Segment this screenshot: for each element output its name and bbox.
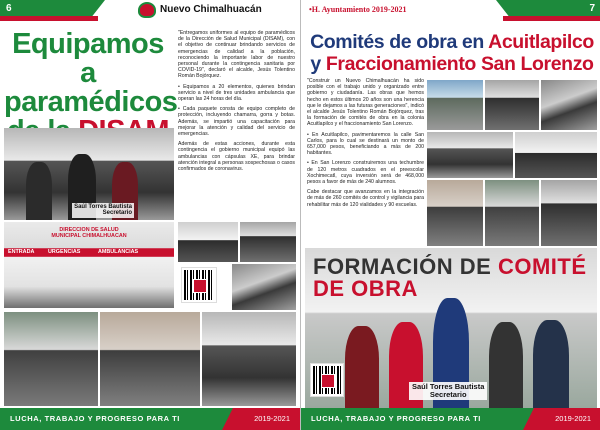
sign-text: ENTRADA [8,249,35,255]
paragraph: Además de estas acciones, durante esta contingencia el gobierno municipal equipó las ambulancias con cápsulas XE, para brindar atención integral a personas sospechosas o casos confirmados de coronavirus. [178,141,295,173]
sign-text: MUNICIPAL CHIMALHUACAN [51,233,127,239]
photo-uniform-delivery [240,222,296,262]
sign-text: AMBULANCIAS [98,249,139,255]
photo-paramedics [232,264,296,310]
right-footer [301,408,600,430]
photo-committee [427,180,483,246]
photo-uniform-delivery [178,222,238,262]
paragraph: • Equipamos a 20 elementos, quienes brindan servicio a nivel de tres unidades ambulancia que operan las 24 horas del día. [178,83,295,103]
banner-text [313,256,597,300]
person-figure [26,162,52,220]
photo-committee [427,80,483,130]
paragraph: "Construir un Nuevo Chimalhuacán ha sido posible con el trabajo unido y organizado entre gobierno y ciudadanía. Las obras que hemos hecho en estos últimos 20 años son una herencia que le dejamos a las futuras generaciones", indicó el alcalde Jesús Tolentino Román Bojórquez, tras la formación de comités de obra en la colonia Acuitlapilco y el fraccionamiento San Lorenzo. [307,78,424,128]
article-title [307,31,597,75]
right-page [300,0,600,430]
header-green-stripe [496,0,600,16]
left-header [0,0,300,22]
paragraph: • Cada paquete consta de equipo completo de protección, incluyendo chamarra, gorra y botas. Además, se impartió una capacitación para mejorar la atención y calidad del servicio de emergencias. [178,106,295,138]
photo-officials [4,128,174,220]
banner-highlight: COMITÉ DE OBRA [313,254,587,301]
banner-part: FORMACIÓN DE [313,254,498,279]
left-footer [0,408,300,430]
person-figure [345,326,379,408]
caption-name: Saúl Torres Bautista [74,203,132,210]
right-header [301,0,600,22]
footer-slogan: LUCHA, TRABAJO Y PROGRESO PARA TI [10,414,180,423]
article-body [307,78,424,212]
photo-committee [541,80,597,130]
brand-name: Nuevo Chimalhuacán [160,4,262,15]
photo-health-building [4,222,174,308]
municipal-logo-icon [138,2,156,18]
article-body [178,30,295,176]
title-text: Equipamos a paramédicos [4,28,178,118]
photo-caption [409,382,487,400]
paragraph: Cabe destacar que avanzamos en la integración de más de 260 comités de control y vigilancia para rehabilitar más de 120 vialidades y 90 escuelas. [307,189,424,208]
paragraph: • En San Lorenzo construiremos una techumbre de 120 metros cuadrados en el preescolar Xochimecatl, cuya inversión será de 468,000 pesos a favor de más de 240 alumnos. [307,160,424,186]
qr-code-icon[interactable] [182,268,216,302]
photo-officials-delivery [202,312,296,406]
page-number: 6 [6,3,12,14]
person-figure [489,322,523,408]
paragraph: • En Acuitlapilco, pavimentaremos la calle San Carlos, para lo cual se destinará un monto de 657,000 pesos, beneficiando a más de 200 habitantes. [307,131,424,157]
photo-caption [72,203,134,218]
paragraph: "Entregamos uniformes al equipo de paramédicos de la Dirección de Salud Municipal (DISAM), con el objetivo de continuar brindando servicios de emergencias de calidad a la población, reconociendo la importante labor de nuestro personal durante la contingencia sanitaria por COVID-19", declaró el alcalde, Jesús Tolentino Román Bojórquez. [178,30,295,80]
photo-paramedic-uniform [4,312,98,406]
footer-years: 2019-2021 [555,414,591,423]
photo-committee [485,80,539,130]
caption-name: Saúl Torres Bautista [412,382,485,391]
sign-text: URGENCIAS [48,249,81,255]
title-text: y [310,53,326,75]
header-red-stripe [503,16,600,21]
header-red-stripe [0,16,98,21]
title-highlight: Acuitlapilco [488,31,594,53]
photo-committee [541,180,597,246]
photo-uniform-packages [100,312,200,406]
footer-slogan: LUCHA, TRABAJO Y PROGRESO PARA TI [311,414,481,423]
footer-years: 2019-2021 [254,414,290,423]
sign-text: DIRECCION DE SALUD [59,227,119,233]
photo-committee [485,180,539,246]
page-number: 7 [589,3,595,14]
header-green-stripe [0,0,105,16]
title-text: Comités de obra en [310,31,489,53]
photo-committee [427,132,513,178]
caption-role: Secretario [102,210,132,217]
qr-code-icon[interactable] [311,364,343,396]
title-highlight: Fraccionamiento San Lorenzo [325,53,594,75]
caption-role: Secretario [429,390,467,399]
photo-committee [515,132,597,178]
person-figure [533,320,569,408]
header-text: •H. Ayuntamiento 2019-2021 [309,5,407,14]
